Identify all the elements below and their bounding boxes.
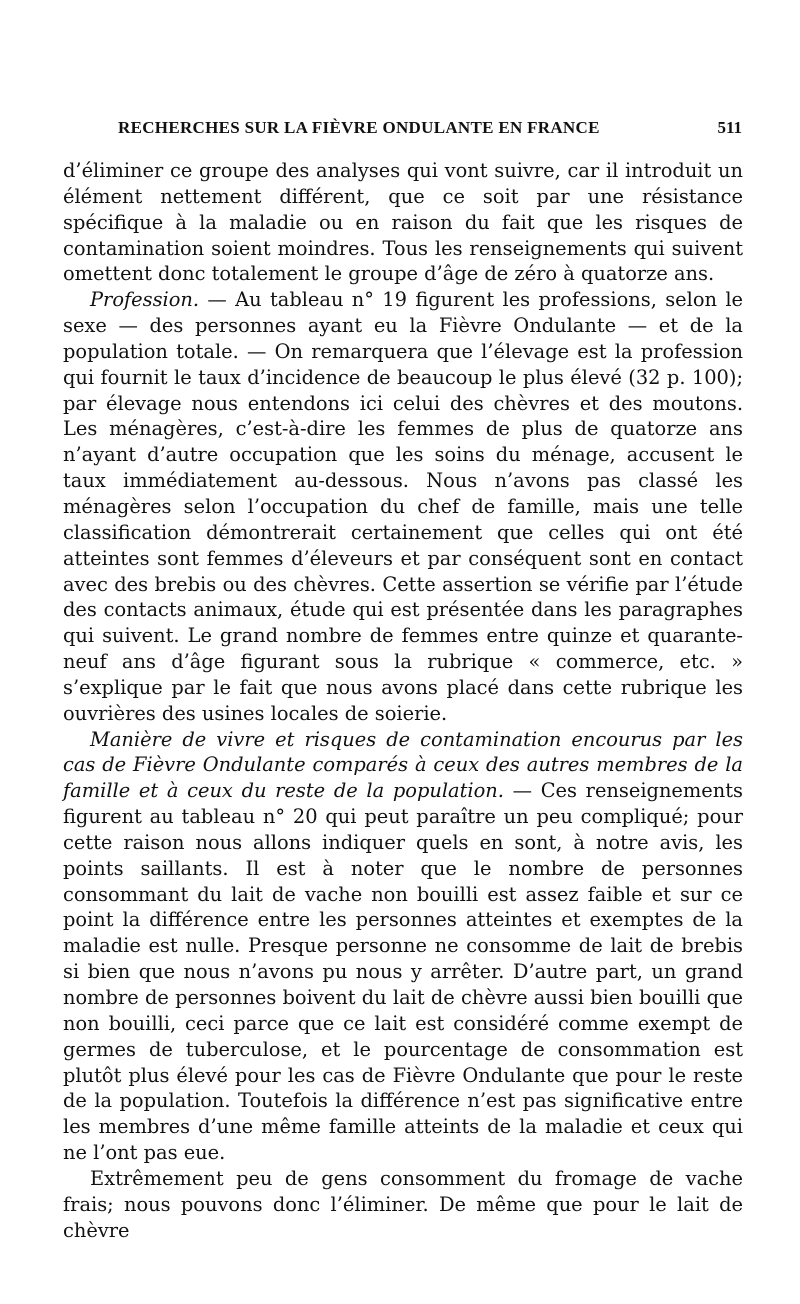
paragraph-fromage [63,1166,743,1244]
body-text [63,158,743,1243]
paragraph-text: Extrêmement peu de gens consomment du fromage de vache frais; nous pouvons donc l’éliminer. De même que pour le lait de chèvre [63,1166,743,1242]
running-title: RECHERCHES SUR LA FIÈVRE ONDULANTE EN FRANCE [118,118,600,137]
paragraph-text: — Ces renseignements figurent au tableau n° 20 qui peut paraître un peu compliqué; pour cette raison nous allons indiquer quels en sont, à notre avis, les points saillants. Il est à noter que le nombre de personnes consommant du lait de vache non bouilli est assez faible et sur ce point la différence entre les personnes atteintes et exemptes de la maladie est nulle. Presque personne ne consomme de lait de brebis si bien que nous n’avons pu nous y arrêter. D’autre part, un grand nombre de personnes boivent du lait de chèvre aussi bien bouilli que non bouilli, ceci parce que ce lait est considéré comme exempt de germes de tuberculose, et le pourcentage de consommation est plutôt plus élevé pour les cas de Fièvre Ondulante que pour le reste de la population. Toutefois la différence n’est pas significative entre les membres d’une même famille atteints de la maladie et ceux qui ne l’ont pas eue. [63,779,744,1165]
paragraph-profession [63,287,743,726]
section-heading-maniere-de-vivre: Manière de vivre et risques de contamination encourus par les cas de Fièvre Ondulante comparés à ceux des autres membres de la famille et à ceux du reste de la population. [63,727,743,803]
paragraph-maniere-de-vivre [63,727,743,1166]
running-head [118,116,742,144]
paragraph-text: d’éliminer ce groupe des analyses qui vont suivre, car il introduit un élément nettement différent, que ce soit par une résistance spécifique à la maladie ou en raison du fait que les risques de contamination soient moindres. Tous les renseignements qui suivent omettent donc totalement le groupe d’âge de zéro à quatorze ans. [63,159,743,286]
page-number: 511 [717,118,742,137]
paragraph-continuation [63,158,743,287]
section-heading-profession: Profession. [90,288,200,312]
paragraph-text: — Au tableau n° 19 figurent les professions, selon le sexe — des personnes ayant eu la Fièvre Ondulante — et de la population totale. — On remarquera que l’élevage est la profession qui fournit le taux d’incidence de beaucoup le plus élevé (32 p. 100); par élevage nous entendons ici celui des chèvres et des moutons. Les ménagères, c’est-à-dire les femmes de plus de quatorze ans n’ayant d’autre occupation que les soins du ménage, accusent le taux immédiatement au-dessous. Nous n’avons pas classé les ménagères selon l’occupation du chef de famille, mais une telle classification démontrerait certainement que celles qui ont été atteintes sont femmes d’éleveurs et par conséquent sont en contact avec des brebis ou des chèvres. Cette assertion se vérifie par l’étude des contacts animaux, étude qui est présentée dans les paragraphes qui suivent. Le grand nombre de femmes entre quinze et quarante-neuf ans d’âge figurant sous la rubrique « commerce, etc. » s’explique par le fait que nous avons placé dans cette rubrique les ouvrières des usines locales de soierie. [63,288,743,725]
